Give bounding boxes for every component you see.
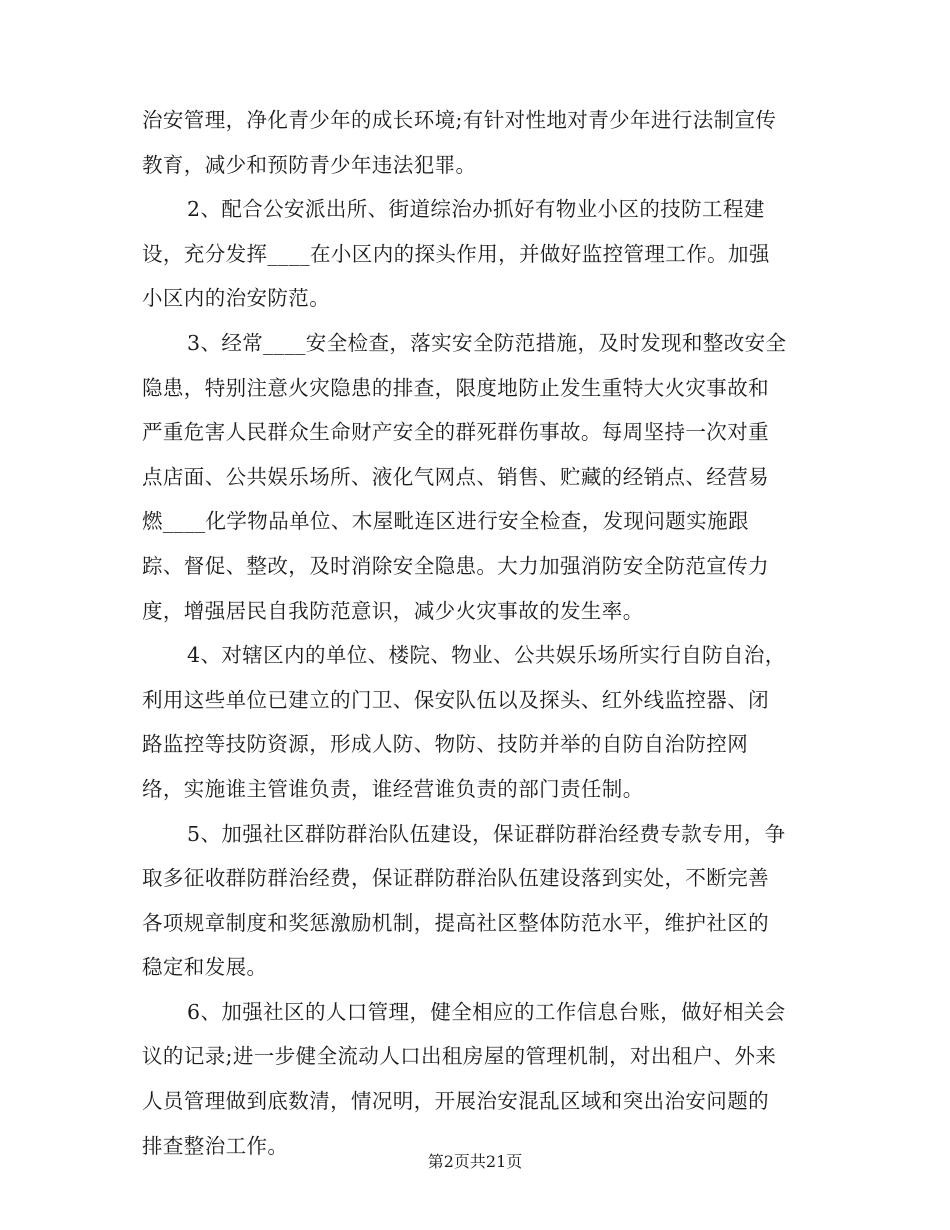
text-line: 络，实施谁主管谁负责，谁经营谁负责的部门责任制。 xyxy=(142,776,644,801)
text-line: 度，增强居民自我防范意识，减少火灾事故的发生率。 xyxy=(142,598,644,623)
paragraph-item-5 xyxy=(142,812,810,990)
text-line: 人员管理做到底数清，情况明，开展治安混乱区域和突出治安问题的 xyxy=(142,1089,769,1114)
text-line: 5、加强社区群防群治队伍建设，保证群防群治经费专款专用，争 xyxy=(187,821,786,846)
paragraph-continuation xyxy=(142,98,810,187)
paragraph-item-3 xyxy=(142,321,810,633)
text-line: 议的记录;进一步健全流动人口出租房屋的管理机制，对出租户、外来 xyxy=(142,1044,777,1069)
text-line: 各项规章制度和奖惩激励机制，提高社区整体防范水平，维护社区的 xyxy=(142,910,769,935)
text-line: 小区内的治安防范。 xyxy=(142,286,331,311)
text-line: 路监控等技防资源，形成人防、物防、技防并举的自防自治防控网 xyxy=(142,732,749,757)
text-line: 燃____化学物品单位、木屋毗连区进行安全检查，发现问题实施跟 xyxy=(142,509,749,534)
text-line: 治安管理，净化青少年的成长环境;有针对性地对青少年进行法制宣传 xyxy=(142,108,777,132)
text-line: 3、经常____安全检查，落实安全防范措施，及时发现和整改安全 xyxy=(187,330,787,355)
paragraph-item-6 xyxy=(142,990,810,1168)
text-line: 踪、督促、整改，及时消除安全隐患。大力加强消防安全防范宣传力 xyxy=(142,553,769,578)
paragraph-item-2 xyxy=(142,187,810,321)
document-body xyxy=(142,98,810,1168)
text-line: 严重危害人民群众生命财产安全的群死群伤事故。每周坚持一次对重 xyxy=(142,420,769,445)
text-line: 教育，减少和预防青少年违法犯罪。 xyxy=(142,152,477,177)
text-line: 稳定和发展。 xyxy=(142,955,268,980)
text-line: 2、配合公安派出所、街道综治办抓好有物业小区的技防工程建 xyxy=(187,197,765,222)
text-line: 排查整治工作。 xyxy=(142,1133,289,1158)
text-line: 4、对辖区内的单位、楼院、物业、公共娱乐场所实行自防自治， xyxy=(187,643,786,668)
text-line: 6、加强社区的人口管理，健全相应的工作信息台账，做好相关会 xyxy=(187,999,786,1024)
text-line: 隐患，特别注意火灾隐患的排查，限度地防止发生重特大火灾事故和 xyxy=(142,375,769,400)
paragraph-item-4 xyxy=(142,633,810,811)
text-line: 设，充分发挥____在小区内的探头作用，并做好监控管理工作。加强 xyxy=(142,241,770,266)
page-number: 第2页共21页 xyxy=(427,1152,523,1171)
text-line: 点店面、公共娱乐场所、液化气网点、销售、贮藏的经销点、经营易 xyxy=(142,464,769,489)
text-line: 利用这些单位已建立的门卫、保安队伍以及探头、红外线监控器、闭 xyxy=(142,687,769,712)
text-line: 取多征收群防群治经费，保证群防群治队伍建设落到实处，不断完善 xyxy=(142,866,769,891)
